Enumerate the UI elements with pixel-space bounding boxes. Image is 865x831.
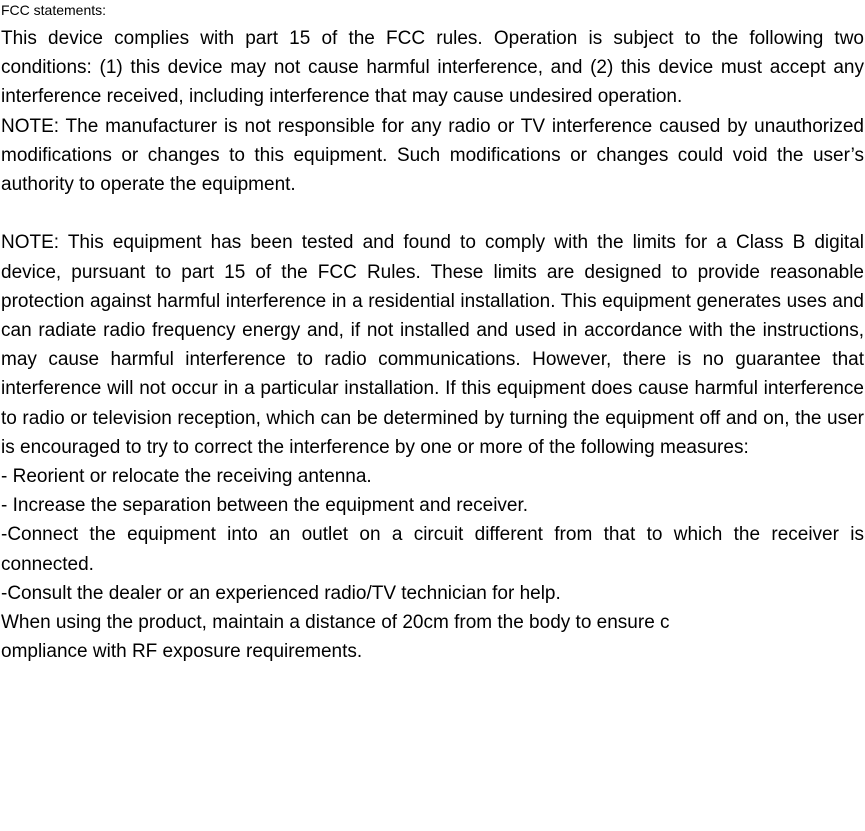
measure-item-reorient: - Reorient or relocate the receiving antenna.: [1, 466, 372, 488]
rf-exposure-line-1: When using the product, maintain a distance of 20cm from the body to ensure c: [1, 612, 670, 634]
rf-exposure-line-2: ompliance with RF exposure requirements.: [1, 641, 363, 663]
rf-exposure-paragraph: [1, 608, 864, 666]
document-heading: FCC statements:: [1, 2, 107, 18]
class-b-note-paragraph: NOTE: This equipment has been tested and found to comply with the limits for a Class B digital device, pursuant to part 15 of the FCC Rules. These limits are designed to provide reasonable protection against harmful interference in a residential installation. This equipment generates uses and can radiate radio frequency energy and, if not installed and used in accordance with the instructions, may cause harmful interference to radio communications. However, there is no guarantee that interference will not occur in a particular installation. If this equipment does cause harmful interference to radio or television reception, which can be determined by turning the equipment off and on, the user is encouraged to try to correct the interference by one or more of the following measures:: [1, 232, 864, 458]
compliance-paragraph: This device complies with part 15 of the FCC rules. Operation is subject to the following two conditions: (1) this device may not cause harmful interference, and (2) this device must accept any interference received, including interference that may cause undesired operation.: [1, 28, 864, 108]
paragraph-spacer: [1, 199, 864, 228]
measure-item-outlet: -Connect the equipment into an outlet on a circuit different from that to which the receiver is connected.: [1, 524, 864, 575]
measure-item-separation: - Increase the separation between the equipment and receiver.: [1, 495, 529, 517]
measure-item-consult: -Consult the dealer or an experienced radio/TV technician for help.: [1, 582, 561, 604]
manufacturer-note-paragraph: NOTE: The manufacturer is not responsible for any radio or TV interference caused by unauthorized modifications or changes to this equipment. Such modifications or changes could void the user’s authority to operate the equipment.: [1, 115, 864, 196]
